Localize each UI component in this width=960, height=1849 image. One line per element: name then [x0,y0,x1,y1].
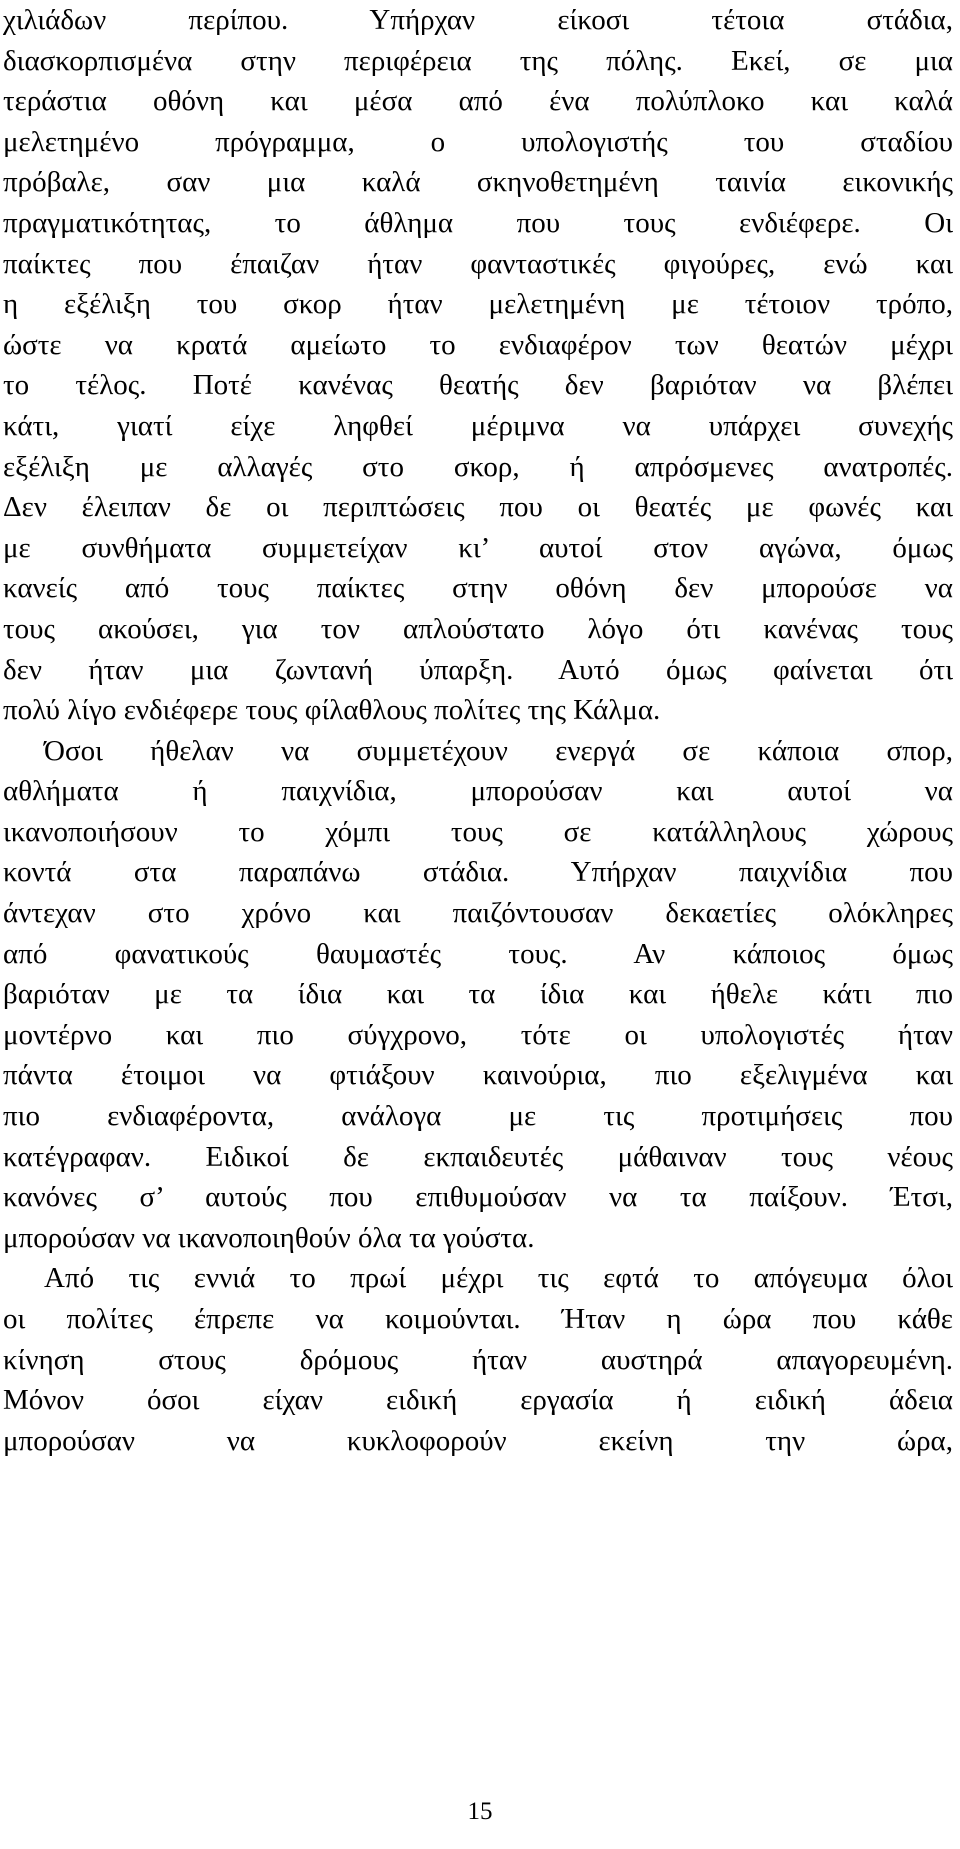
text-line: πρόβαλε, σαν μια καλά σκηνοθετημένη ταινία εικονικής [3,166,953,199]
text-line: πάντα έτοιμοι να φτιάξουν καινούρια, πιο εξελιγμένα και [3,1059,953,1092]
text-line: πολύ λίγο ενδιέφερε τους φίλαθλους πολίτες της Κάλμα. [3,694,661,727]
page-number: 15 [467,1798,493,1825]
text-line: ικανοποιήσουν το χόμπι τους σε κατάλληλους χώρους [3,815,953,848]
text-line: μελετημένο πρόγραμμα, ο υπολογιστής του σταδίου [3,125,953,158]
text-line: βαριόταν με τα ίδια και τα ίδια και ήθελε κάτι πιο [3,978,953,1011]
text-line: παίκτες που έπαιζαν ήταν φανταστικές φιγούρες, ενώ και [3,247,953,280]
text-line: Από τις εννιά το πρωί μέχρι τις εφτά το απόγευμα όλοι [44,1262,953,1295]
text-line: Μόνον όσοι είχαν ειδική εργασία ή ειδική άδεια [3,1384,953,1417]
text-line: χιλιάδων περίπου. Υπήρχαν είκοσι τέτοια στάδια, [3,4,953,36]
text-line: κάτι, γιατί είχε ληφθεί μέριμνα να υπάρχει συνεχής [3,409,953,442]
text-line: ώστε να κρατά αμείωτο το ενδιαφέρον των θεατών μέχρι [3,328,953,361]
text-line: κίνηση στους δρόμους ήταν αυστηρά απαγορευμένη. [3,1343,953,1376]
text-line: κανόνες σ’ αυτούς που επιθυμούσαν να τα παίξουν. Έτσι, [3,1181,953,1214]
text-line: τεράστια οθόνη και μέσα από ένα πολύπλοκο και καλά [3,85,953,118]
text-line: από φανατικούς θαυμαστές τους. Αν κάποιος όμως [3,937,953,970]
text-line: Δεν έλειπαν δε οι περιπτώσεις που οι θεατές με φωνές και [3,491,953,524]
text-line: μπορούσαν να κυκλοφορούν εκείνη την ώρα, [3,1424,953,1457]
text-line: κοντά στα παραπάνω στάδια. Υπήρχαν παιχνίδια που [3,856,953,889]
text-line: κανείς από τους παίκτες στην οθόνη δεν μπορούσε να [3,572,953,605]
text-line: με συνθήματα συμμετείχαν κι’ αυτοί στον αγώνα, όμως [3,531,953,564]
text-line: η εξέλιξη του σκορ ήταν μελετημένη με τέτοιον τρόπο, [3,288,953,321]
text-line: πιο ενδιαφέροντα, ανάλογα με τις προτιμήσεις που [3,1100,953,1133]
text-line: εξέλιξη με αλλαγές στο σκορ, ή απρόσμενες ανατροπές. [3,450,953,483]
body-text [3,0,953,1461]
text-line: το τέλος. Ποτέ κανένας θεατής δεν βαριόταν να βλέπει [3,369,953,402]
text-line: αθλήματα ή παιχνίδια, μπορούσαν και αυτοί να [3,775,953,808]
text-line: Όσοι ήθελαν να συμμετέχουν ενεργά σε κάποια σπορ, [44,734,953,767]
text-line: πραγματικότητας, το άθλημα που τους ενδιέφερε. Οι [3,206,953,239]
text-line: κατέγραφαν. Ειδικοί δε εκπαιδευτές μάθαιναν τους νέους [3,1140,953,1173]
text-line: άντεχαν στο χρόνο και παιζόντουσαν δεκαετίες ολόκληρες [3,897,953,930]
text-line: διασκορπισμένα στην περιφέρεια της πόλης. Εκεί, σε μια [3,44,953,77]
text-line: μπορούσαν να ικανοποιηθούν όλα τα γούστα. [3,1221,535,1254]
text-line: δεν ήταν μια ζωντανή ύπαρξη. Αυτό όμως φαίνεται ότι [3,653,953,686]
text-line: οι πολίτες έπρεπε να κοιμούνται. Ήταν η ώρα που κάθε [3,1303,953,1335]
text-line: τους ακούσει, για τον απλούστατο λόγο ότι κανένας τους [3,612,953,645]
text-line: μοντέρνο και πιο σύγχρονο, τότε οι υπολογιστές ήταν [3,1018,953,1051]
